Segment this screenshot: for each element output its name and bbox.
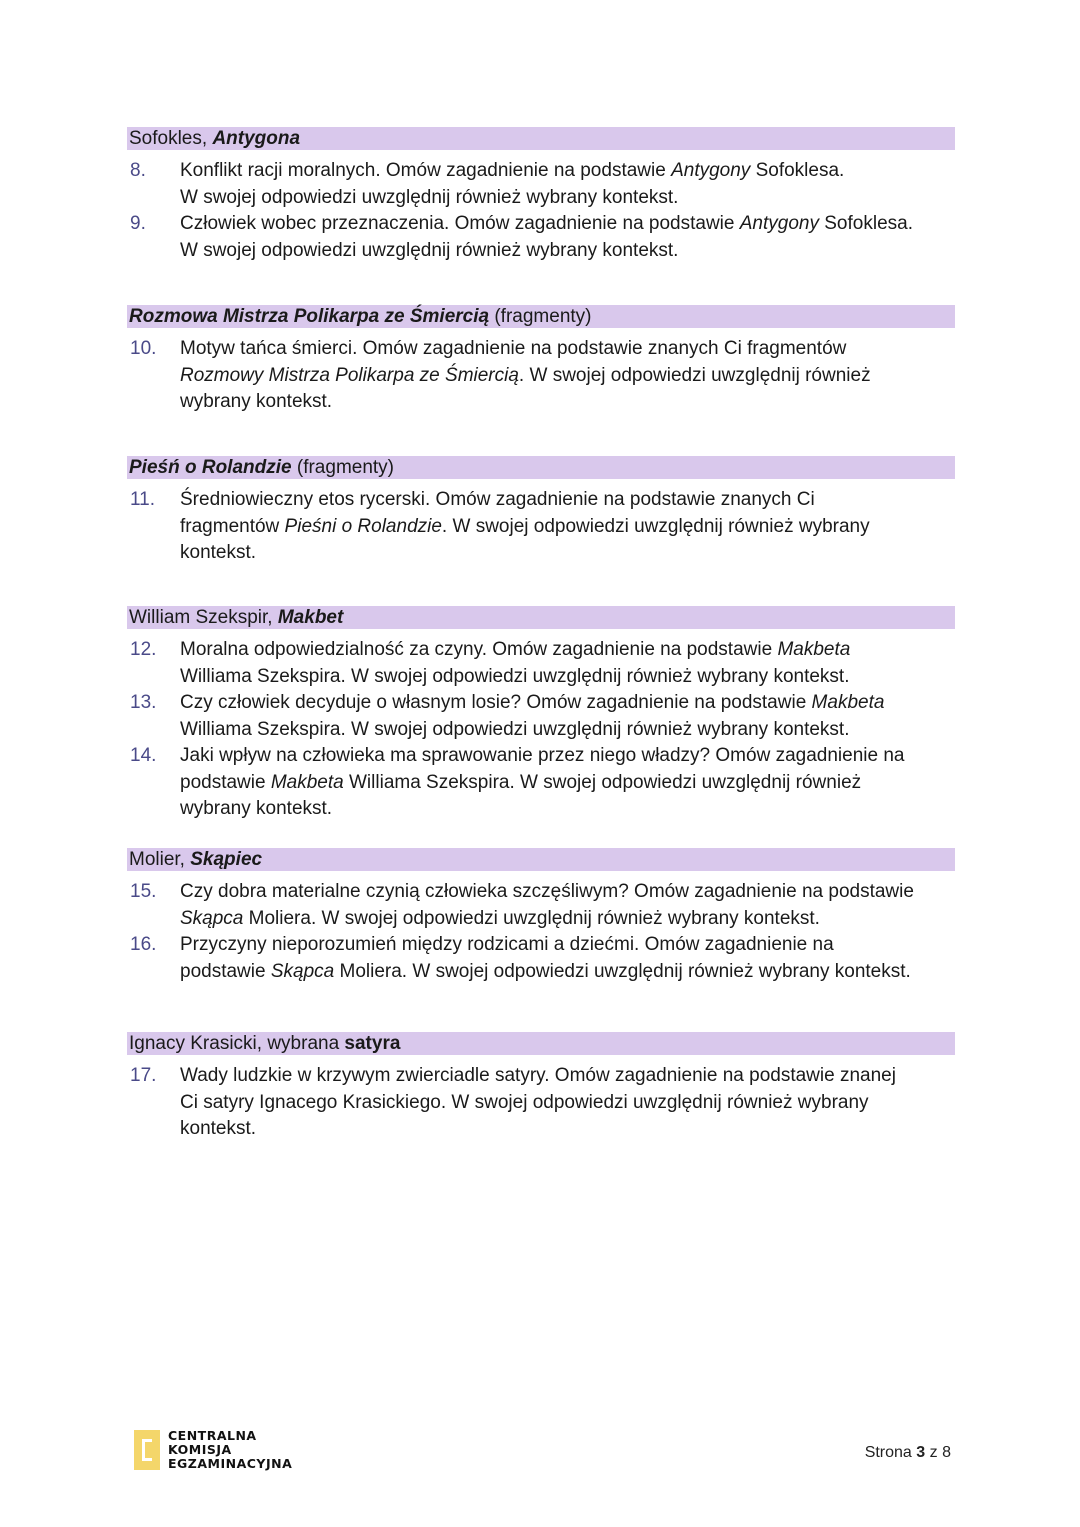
topic-text (180, 879, 955, 932)
topic-text-part: W swojej odpowiedzi uwzględnij również wybrany kontekst. (180, 239, 679, 261)
topic-text-part: Człowiek wobec przeznaczenia. Omów zagadnienie na podstawie (180, 213, 740, 234)
topic-title-italic: Antygony (739, 213, 819, 234)
topic-number: 9. (130, 213, 146, 234)
topic-text-part: kontekst. (180, 542, 257, 563)
topic-text-part: podstawie (180, 960, 271, 982)
topic-text (180, 690, 955, 743)
section-makbet (127, 606, 955, 823)
topic-text-part: Williama Szekspira. W swojej odpowiedzi uwzględnij również (343, 771, 862, 793)
section-antygona (127, 127, 955, 264)
section-rozmowa (127, 305, 955, 416)
logo-line-2: KOMISJA (168, 1442, 232, 1457)
topic-title-italic: Pieśni o Rolandzie (284, 515, 442, 537)
section-krasicki-satyra (127, 1032, 955, 1143)
section-header-title: Antygona (212, 127, 301, 149)
section-header-prefix: Ignacy Krasicki, wybrana (129, 1032, 345, 1054)
topic-text-part: Moliera. W swojej odpowiedzi uwzględnij również wybrany kontekst. (334, 960, 911, 982)
topic-number: 10. (130, 338, 157, 359)
topic-text-part: Czy człowiek decyduje o własnym losie? Omów zagadnienie na podstawie (180, 692, 812, 713)
topic-title-italic: Antygony (671, 160, 751, 181)
topic-text (180, 211, 955, 264)
topic-text-part: Jaki wpływ na człowieka ma sprawowanie przez niego władzy? Omów zagadnienie na (180, 745, 905, 766)
topic-text-part: wybrany kontekst. (180, 798, 333, 819)
topic-number: 11. (130, 489, 156, 510)
cke-logo (134, 1429, 292, 1471)
topic-text-part: Średniowieczny etos rycerski. Omów zagadnienie na podstawie znanych Ci (180, 489, 815, 510)
topic-text (180, 487, 955, 567)
topic-title-italic: Makbeta (270, 771, 344, 793)
topic-number: 13. (130, 692, 157, 713)
topic-number: 8. (130, 160, 146, 181)
topic-number: 17. (130, 1065, 157, 1086)
page-label: Strona (864, 1444, 912, 1461)
topic-text-part: Motyw tańca śmierci. Omów zagadnienie na podstawie znanych Ci fragmentów (180, 338, 847, 359)
topic-list (127, 637, 955, 823)
topic-item (127, 158, 955, 211)
section-header-title: Rozmowa Mistrza Polikarpa ze Śmiercią (129, 305, 490, 327)
section-header (127, 1032, 955, 1055)
topic-text (180, 932, 955, 985)
section-header (127, 456, 955, 479)
section-header (127, 606, 955, 629)
topic-list (127, 487, 955, 567)
topic-text-part: Czy dobra materialne czynią człowieka szczęśliwym? Omów zagadnienie na podstawie (180, 881, 914, 902)
topic-text (180, 336, 955, 416)
topic-text-part: fragmentów (180, 515, 285, 537)
cke-logo-text (168, 1429, 292, 1471)
topic-title-italic: Makbeta (777, 639, 851, 660)
page-number (865, 1444, 951, 1462)
topic-number: 14. (130, 745, 157, 766)
section-skapiec (127, 848, 955, 985)
section-header-prefix: Molier, (129, 848, 191, 870)
section-header (127, 127, 955, 150)
topic-title-italic: Rozmowy Mistrza Polikarpa ze Śmiercią (180, 364, 519, 386)
section-header (127, 848, 955, 871)
page-current: 3 (916, 1444, 926, 1461)
topic-list (127, 1063, 955, 1143)
section-header-prefix: William Szekspir, (129, 606, 278, 628)
topic-list (127, 158, 955, 264)
page-total: 8 (942, 1444, 951, 1461)
logo-line-1: CENTRALNA (168, 1428, 257, 1443)
topic-item (127, 336, 955, 416)
topic-item (127, 487, 955, 567)
topic-title-italic: Skąpca (270, 960, 335, 982)
topic-text-part: kontekst. (180, 1118, 257, 1139)
topic-number: 12. (130, 639, 157, 660)
topic-text (180, 1063, 955, 1143)
topic-item (127, 932, 955, 985)
page-sep: z (929, 1444, 938, 1461)
topic-item (127, 211, 955, 264)
topic-text (180, 158, 955, 211)
topic-number: 16. (130, 934, 157, 955)
section-header (127, 305, 955, 328)
topic-item (127, 637, 955, 690)
section-header-suffix: (fragmenty) (489, 305, 592, 327)
section-header-title: Pieśń o Rolandzie (129, 456, 292, 478)
section-piesn-o-rolandzie (127, 456, 955, 567)
topic-title-italic: Makbeta (811, 692, 885, 713)
topic-text-part: Konflikt racji moralnych. Omów zagadnienie na podstawie (180, 160, 672, 181)
topic-text (180, 637, 955, 690)
topic-item (127, 690, 955, 743)
topic-list (127, 336, 955, 416)
topic-item (127, 1063, 955, 1143)
cke-logo-mark-icon (134, 1430, 160, 1470)
topic-text-part: . W swojej odpowiedzi uwzględnij również (518, 364, 871, 386)
section-header-title: Skąpiec (190, 848, 263, 870)
topic-number: 15. (130, 881, 157, 902)
topic-text-part: Moralna odpowiedzialność za czyny. Omów zagadnienie na podstawie (180, 639, 778, 660)
topic-text-part: W swojej odpowiedzi uwzględnij również wybrany kontekst. (180, 186, 679, 208)
topic-text-part: Moliera. W swojej odpowiedzi uwzględnij również wybrany kontekst. (243, 907, 820, 929)
topic-text-part: wybrany kontekst. (180, 391, 333, 412)
section-header-title: Makbet (277, 606, 344, 628)
topic-title-italic: Skąpca (180, 907, 244, 929)
topic-text-part: Sofoklesa. (750, 160, 845, 181)
topic-item (127, 879, 955, 932)
section-header-title: satyra (344, 1032, 401, 1054)
topic-list (127, 879, 955, 985)
logo-line-3: EGZAMINACYJNA (168, 1456, 293, 1471)
section-header-suffix: (fragmenty) (291, 456, 395, 478)
topic-text-part: Sofoklesa. (818, 213, 913, 234)
topic-text-part: Williama Szekspira. W swojej odpowiedzi uwzględnij również wybrany kontekst. (180, 665, 850, 687)
topic-text (180, 743, 955, 823)
topic-text-part: Przyczyny nieporozumień między rodzicami a dziećmi. Omów zagadnienie na (180, 934, 834, 955)
topic-text-part: Ci satyry Ignacego Krasickiego. W swojej odpowiedzi uwzględnij również wybrany (180, 1091, 869, 1113)
topic-text-part: . W swojej odpowiedzi uwzględnij również wybrany (441, 515, 870, 537)
topic-text-part: Williama Szekspira. W swojej odpowiedzi uwzględnij również wybrany kontekst. (180, 718, 850, 740)
topic-item (127, 743, 955, 823)
section-header-prefix: Sofokles, (129, 127, 213, 149)
topic-text-part: Wady ludzkie w krzywym zwierciadle satyry. Omów zagadnienie na podstawie znanej (180, 1065, 896, 1086)
topic-text-part: podstawie (180, 771, 271, 793)
